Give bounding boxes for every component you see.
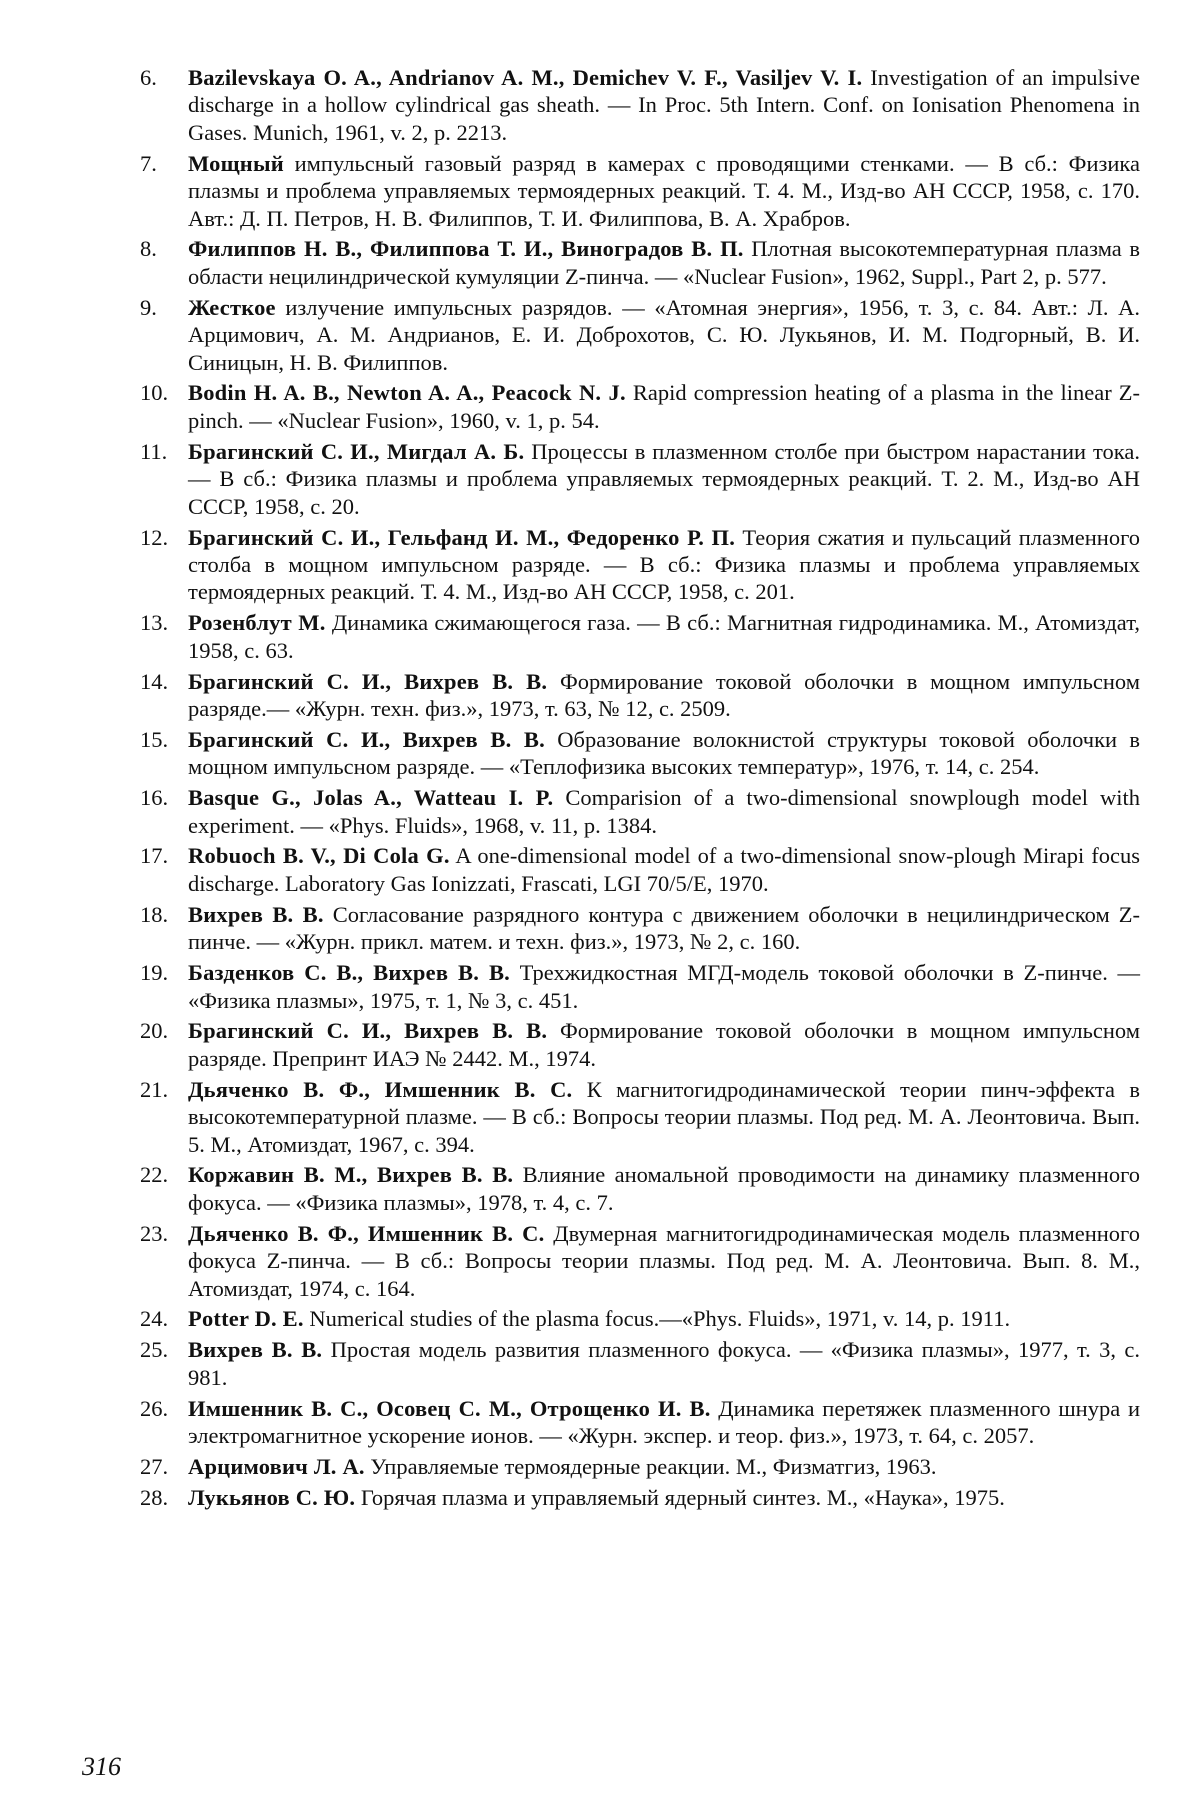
reference-number: 23. [140,1220,169,1246]
reference-item [140,726,1140,781]
reference-text [188,438,1140,520]
reference-text [188,1395,1140,1450]
reference-item [140,438,1140,520]
reference-text [188,1305,1140,1332]
reference-text [188,64,1140,146]
reference-body: Формирование токовой оболочки в мощном импульсном разряде. Препринт ИАЭ № 2442. М., 1974. [188,1018,1140,1071]
reference-body: Динамика перетяжек плазменного шнура и электромагнитное ускорение ионов. — «Журн. экспер. и теор. физ.», 1973, т. 64, с. 2057. [188,1395,1140,1449]
reference-body: Трехжидкостная МГД-модель токовой оболочки в Z-пинче. — «Физика плазмы», 1975, т. 1, № 3, с. 451. [188,960,1140,1013]
reference-number: 25. [140,1337,169,1363]
reference-authors: Дьяченко В. Ф., Имшенник В. С. [188,1220,545,1246]
reference-body: Простая модель развития плазменного фокуса. — «Физика плазмы», 1977, т. 3, с. 981. [188,1337,1140,1390]
reference-item [140,294,1140,376]
reference-number: 19. [140,960,169,986]
reference-authors: Брагинский С. И., Вихрев В. В. [188,1018,548,1044]
reference-number: 11. [140,438,168,464]
reference-number: 28. [140,1484,169,1510]
reference-number: 15. [140,726,169,752]
reference-number: 18. [140,901,169,927]
reference-body: Двумерная магнитогидродинамическая модель плазменного фокуса Z-пинча. — В сб.: Вопросы теории плазмы. Под ред. М. А. Леонтовича. Вып. 8. М., Атомиздат, 1974, с. 164. [188,1220,1140,1301]
reference-text [188,235,1140,290]
reference-authors: Базденков С. В., Вихрев В. В. [188,960,510,986]
reference-number: 14. [140,668,169,694]
reference-body: К магнитогидродинамической теории пинч-эффекта в высокотемпературной плазме. — В сб.: Вопросы теории плазмы. Под ред. М. А. Леонтовича. Вып. 5. М., Атомиздат, 1967, с. 394. [188,1076,1140,1157]
reference-authors: Лукьянов С. Ю. [188,1484,356,1510]
reference-authors: Имшенник В. С., Осовец С. М., Отрощенко И. В. [188,1395,711,1421]
reference-item [140,1484,1140,1511]
page-number: 316 [82,1752,121,1781]
reference-body: Формирование токовой оболочки в мощном импульсном разряде.— «Журн. техн. физ.», 1973, т. 63, № 12, с. 2509. [188,668,1140,721]
reference-authors: Коржавин В. М., Вихрев В. В. [188,1162,514,1188]
reference-text [188,784,1140,839]
reference-text [188,1453,1140,1480]
reference-body: Rapid compression heating of a plasma in the linear Z-pinch. — «Nuclear Fusion», 1960, v. 1, p. 54. [188,380,1141,433]
reference-item [140,379,1140,434]
reference-item [140,235,1140,290]
reference-text [188,150,1140,232]
reference-item [140,784,1140,839]
reference-authors: Дьяченко В. Ф., Имшенник В. С. [188,1076,573,1102]
reference-text [188,726,1140,781]
reference-item [140,64,1140,146]
reference-number: 9. [140,294,157,320]
reference-text [188,1017,1140,1072]
reference-body: излучение импульсных разрядов. — «Атомная энергия», 1956, т. 3, с. 84. Авт.: Л. А. Арцимович, А. М. Андрианов, Е. И. Доброхотов, С. Ю. Лукьянов, И. М. Подгорный, В. И. Синицын, Н. В. Филиппов. [188,294,1140,375]
reference-authors: Potter D. E. [188,1306,304,1332]
reference-number: 16. [140,785,169,811]
reference-item [140,668,1140,723]
reference-body: Горячая плазма и управляемый ядерный синтез. М., «Наука», 1975. [355,1484,1005,1510]
reference-number: 22. [140,1162,169,1188]
reference-authors: Мощный [188,150,284,176]
reference-item [140,1017,1140,1072]
reference-item [140,1395,1140,1450]
reference-number: 6. [140,65,157,90]
reference-text [188,1161,1140,1216]
reference-body: Влияние аномальной проводимости на динамику плазменного фокуса. — «Физика плазмы», 1978, т. 4, с. 7. [188,1162,1140,1215]
reference-text [188,1076,1140,1158]
reference-authors: Вихрев В. В. [188,1337,323,1363]
reference-authors: Филиппов Н. В., Филиппова Т. И., Виноградов В. П. [188,236,744,262]
reference-text [188,1484,1140,1511]
reference-body: импульсный газовый разряд в камерах с проводящими стенками. — В сб.: Физика плазмы и проблема управляемых термоядерных реакций. Т. 4. М., Изд-во АН СССР, 1958, с. 170. Авт.: Д. П. Петров, Н. В. Филиппов, Т. И. Филиппова, В. А. Храбров. [188,150,1140,231]
reference-body: Comparision of a two-dimensional snowplough model with experiment. — «Phys. Fluids», 1968, v. 11, p. 1384. [188,785,1140,838]
reference-authors: Брагинский С. И., Вихрев В. В. [188,668,548,694]
reference-text [188,842,1140,897]
reference-item [140,1076,1140,1158]
reference-text [188,668,1140,723]
reference-number: 7. [140,150,157,176]
reference-item [140,901,1140,956]
reference-authors: Брагинский С. И., Мигдал А. Б. [188,438,525,464]
reference-text [188,1220,1140,1302]
reference-body: Плотная высокотемпературная плазма в области нецилиндрической кумуляции Z-пинча. — «Nuclear Fusion», 1962, Suppl., Part 2, p. 577. [188,236,1140,289]
reference-text [188,379,1140,434]
reference-text [188,294,1140,376]
reference-authors: Жесткое [188,294,276,320]
reference-body: Образование волокнистой структуры токовой оболочки в мощном импульсном разряде. — «Теплофизика высоких температур», 1976, т. 14, с. 254. [188,726,1140,780]
reference-item [140,1453,1140,1480]
reference-body: A one-dimensional model of a two-dimensional snow-plough Mirapi focus discharge. Laboratory Gas Ionizzati, Frascati, LGI 70/5/E, 1970. [188,843,1140,896]
reference-number: 26. [140,1395,169,1421]
reference-body: Динамика сжимающегося газа. — В сб.: Магнитная гидродинамика. М., Атомиздат, 1958, с. 63. [188,610,1140,663]
reference-authors: Robuoch B. V., Di Cola G. [188,843,450,869]
reference-body: Investigation of an impulsive discharge in a hollow cylindrical gas sheath. — In Proc. 5th Intern. Conf. on Ionisation Phenomena in Gases. Munich, 1961, v. 2, p. 2213. [188,65,1140,145]
reference-item [140,1305,1140,1332]
reference-authors: Bazilevskaya O. A., Andrianov A. M., Demichev V. F., Vasiljev V. I. [188,65,863,90]
reference-number: 17. [140,843,169,869]
reference-authors: Bodin H. A. B., Newton A. A., Peacock N. J. [188,380,626,406]
reference-list [140,64,1140,1515]
reference-item [140,1336,1140,1391]
reference-authors: Basque G., Jolas A., Watteau I. P. [188,785,554,811]
reference-item [140,842,1140,897]
reference-authors: Вихрев В. В. [188,901,324,927]
reference-body: Теория сжатия и пульсаций плазменного столба в мощном импульсном разряде. — В сб.: Физика плазмы и проблема управляемых термоядерных реакций. Т. 4. М., Изд-во АН СССР, 1958, с. 201. [188,524,1140,605]
reference-text [188,959,1140,1014]
reference-item [140,959,1140,1014]
reference-text [188,901,1140,956]
reference-authors: Брагинский С. И., Гельфанд И. М., Федоренко Р. П. [188,524,736,550]
reference-item [140,524,1140,606]
reference-body: Согласование разрядного контура с движением оболочки в нецилиндрическом Z-пинче. — «Журн. прикл. матем. и техн. физ.», 1973, № 2, с. 160. [188,901,1140,955]
reference-authors: Брагинский С. И., Вихрев В. В. [188,726,545,752]
reference-number: 8. [140,236,157,262]
reference-number: 24. [140,1306,169,1332]
reference-item [140,150,1140,232]
reference-item [140,609,1140,664]
reference-text [188,609,1140,664]
reference-number: 12. [140,524,169,550]
reference-body: Управляемые термоядерные реакции. М., Физматгиз, 1963. [364,1454,937,1479]
reference-authors: Розенблут М. [188,610,326,636]
reference-number: 13. [140,610,169,636]
reference-number: 21. [140,1076,169,1102]
reference-number: 27. [140,1454,169,1479]
reference-body: Numerical studies of the plasma focus.—«Phys. Fluids», 1971, v. 14, p. 1911. [303,1306,1011,1332]
reference-body: Процессы в плазменном столбе при быстром нарастании тока. — В сб.: Физика плазмы и проблема управляемых термоядерных реакций. Т. 2. М., Изд-во АН СССР, 1958, с. 20. [188,438,1140,519]
reference-item [140,1161,1140,1216]
reference-item [140,1220,1140,1302]
reference-text [188,1336,1140,1391]
reference-number: 20. [140,1018,169,1044]
reference-text [188,524,1140,606]
reference-number: 10. [140,380,169,406]
reference-authors: Арцимович Л. А. [188,1454,365,1479]
